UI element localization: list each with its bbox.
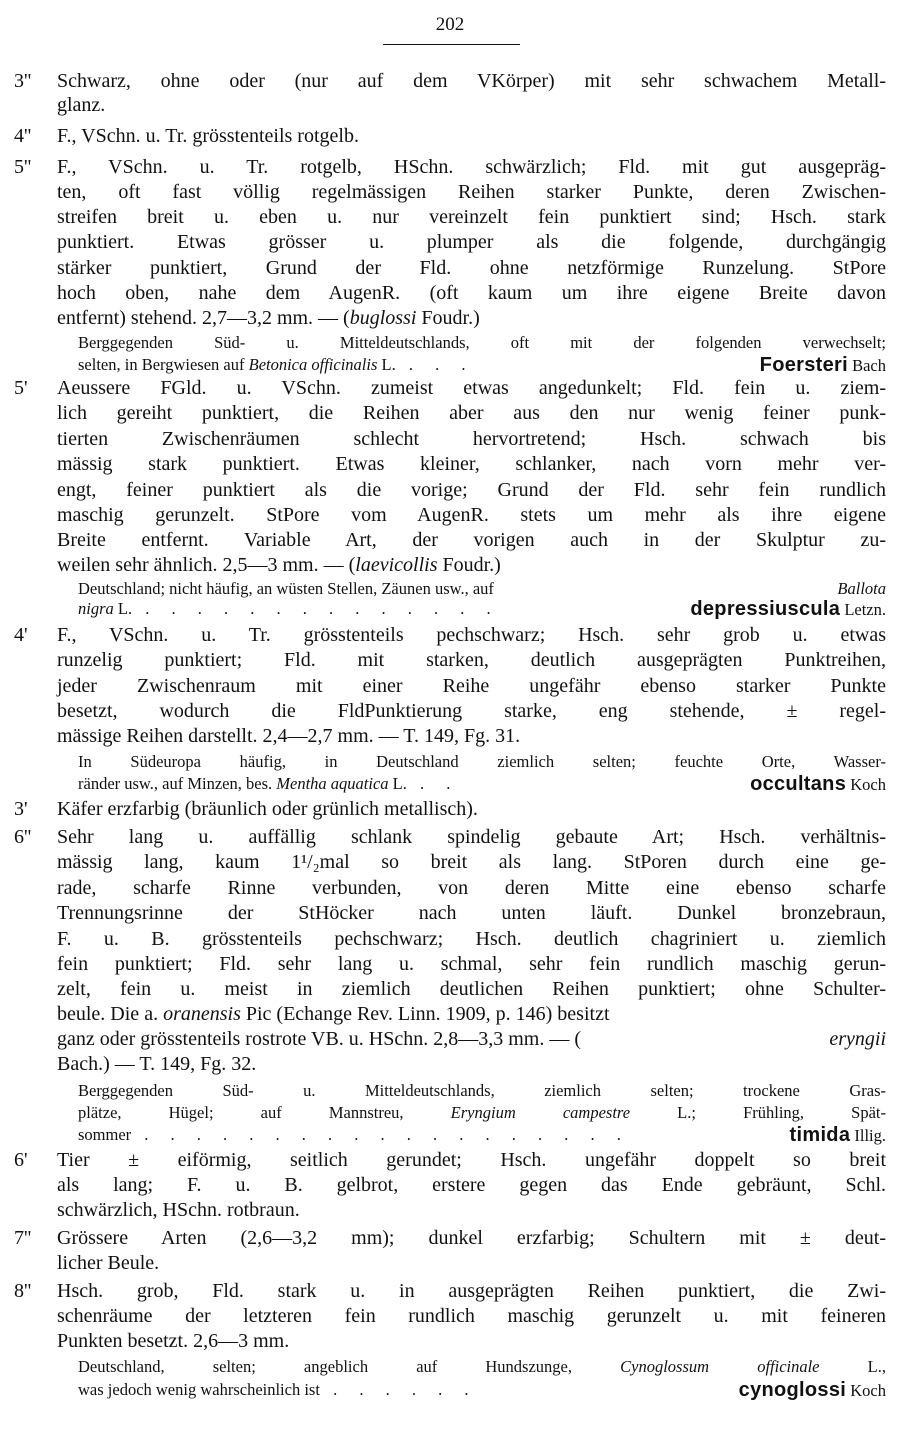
couplet-key: 8'' [14, 1280, 32, 1302]
couplet-5-d-line-6: maschig gerunzelt. StPore vom AugenR. stets um mehr als ihre eigene [57, 504, 886, 526]
distribution-line: Deutschland, selten; angeblich auf Hundszunge, Cynoglossum officinale L., [78, 1357, 886, 1376]
distribution-line-species: was jedoch wenig wahrscheinlich ist . . . . . . cynoglossi Koch [78, 1379, 886, 1401]
distribution-line-species: ränder usw., auf Minzen, bes. Mentha aquatica L. . . occultans Koch [78, 773, 886, 795]
couplet-4-dd-line-1: 4'' F., VSchn. u. Tr. grösstenteils rotgelb. [14, 125, 359, 147]
couplet-4-d-line-3: jeder Zwischenraum mit einer Reihe ungefähr ebenso starker Punkte [57, 675, 886, 697]
couplet-5-d-line-8: weilen sehr ähnlich. 2,5—3 mm. — (laevicollis Foudr.) [57, 554, 501, 576]
couplet-4-d-line-2: runzelig punktiert; Fld. mit starken, deutlich ausgeprägten Punktreihen, [57, 649, 886, 671]
species-title: depressiuscula [690, 598, 841, 620]
species-author: Koch [850, 1381, 886, 1400]
couplet-6-d-line-2: als lang; F. u. B. gelbrot, erstere gegen das Ende gebräunt, Schl. [57, 1174, 886, 1196]
couplet-6-dd-line-4: Trennungsrinne der StHöcker nach unten läuft. Dunkel bronzebraun, [57, 902, 886, 924]
couplet-key: 6'' [14, 826, 32, 848]
species-title: cynoglossi [738, 1379, 847, 1401]
couplet-key: 5' [14, 377, 28, 399]
couplet-5-dd-line-6: hoch oben, nahe dem AugenR. (oft kaum um ihre eigene Breite davon [57, 282, 886, 304]
species-author: Bach [852, 356, 886, 375]
couplet-5-d-line-7: Breite entfernt. Variable Art, der vorigen auch in der Skulptur zu- [57, 529, 886, 551]
couplet-5-d-line-3: tierten Zwischenräumen schlecht hervortretend; Hsch. schwach bis [57, 428, 886, 450]
couplet-5-dd-line-3: streifen breit u. eben u. nur vereinzelt fein punktiert sind; Hsch. stark [57, 206, 886, 228]
couplet-7-dd-line-1: 7'' Grössere Arten (2,6—3,2 mm); dunkel erzfarbig; Schultern mit ± deut- [14, 1227, 886, 1249]
distribution-line: In Südeuropa häufig, in Deutschland ziemlich selten; feuchte Orte, Wasser- [78, 752, 886, 771]
distribution-line: Deutschland; nicht häufig, an wüsten Stellen, Zäunen usw., auf Ballota [78, 579, 886, 598]
couplet-key: 3' [14, 798, 28, 820]
couplet-8-dd-line-1: 8'' Hsch. grob, Fld. stark u. in ausgeprägten Reihen punktiert, die Zwi- [14, 1280, 886, 1302]
couplet-6-dd-line-7: zelt, fein u. meist in ziemlich deutlichen Reihen punktiert; ohne Schulter- [57, 978, 886, 1000]
couplet-5-dd-line-5: stärker punktiert, Grund der Fld. ohne netzförmige Runzelung. StPore [57, 257, 886, 279]
couplet-6-d-line-1: 6' Tier ± eiförmig, seitlich gerundet; Hsch. ungefähr doppelt so breit [14, 1149, 886, 1171]
couplet-6-dd-line-9: ganz oder grösstenteils rostrote VB. u. HSchn. 2,8—3,3 mm. — ( eryngii [57, 1028, 886, 1050]
couplet-5-dd-line-7: entfernt) stehend. 2,7—3,2 mm. — (buglossi Foudr.) [57, 307, 480, 329]
distribution-line: Berggegenden Süd- u. Mitteldeutschlands, oft mit der folgenden verwechselt; [78, 333, 886, 352]
couplet-8-dd-line-3: Punkten besetzt. 2,6—3 mm. [57, 1330, 290, 1352]
couplet-6-dd-line-1: 6'' Sehr lang u. auffällig schlank spindelig gebaute Art; Hsch. verhältnis- [14, 826, 886, 848]
species-author: Illig. [854, 1126, 886, 1145]
couplet-4-d-line-1: 4' F., VSchn. u. Tr. grösstenteils pechschwarz; Hsch. sehr grob u. etwas [14, 624, 886, 646]
couplet-5-dd-line-4: punktiert. Etwas grösser u. plumper als die folgende, durchgängig [57, 231, 886, 253]
distribution-line-species: sommer . . . . . . . . . . . . . . . . . . . timida Illig. [78, 1124, 886, 1146]
couplet-5-d-line-2: lich gereiht punktiert, die Reihen aber aus den nur wenig feiner punk- [57, 402, 886, 424]
couplet-5-d-line-5: engt, feiner punktiert als die vorige; Grund der Fld. sehr fein rundlich [57, 479, 886, 501]
distribution-line-2: plätze, Hügel; auf Mannstreu, Eryngium campestre L.; Frühling, Spät- [78, 1103, 886, 1122]
species-name: buglossi [349, 307, 417, 329]
couplet-key: 5'' [14, 156, 32, 178]
species-name: oranensis [163, 1003, 241, 1025]
couplet-key: 4' [14, 624, 28, 646]
page-number: 202 [435, 14, 465, 35]
couplet-key: 6' [14, 1149, 28, 1171]
couplet-4-d-line-4: besetzt, wodurch die FldPunktierung starke, eng stehende, ± regel- [57, 700, 886, 722]
distribution-line: Berggegenden Süd- u. Mitteldeutschlands, ziemlich selten; trockene Gras- [78, 1081, 886, 1100]
species-name: eryngii [829, 1028, 886, 1050]
couplet-5-dd-line-2: ten, oft fast völlig regelmässigen Reihen starker Punkte, deren Zwischen- [57, 181, 886, 203]
couplet-key: 4'' [14, 125, 32, 147]
couplet-6-dd-line-3: rade, scharfe Rinne verbunden, von deren Mitte eine ebenso scharfe [57, 877, 886, 899]
couplet-5-dd-line-1: 5'' F., VSchn. u. Tr. rotgelb, HSchn. schwärzlich; Fld. mit gut ausgepräg- [14, 156, 886, 178]
distribution-line-species: selten, in Bergwiesen auf Betonica officinalis L. . . . Foersteri Bach [78, 354, 886, 376]
species-title: occultans [750, 773, 847, 795]
couplet-key: 7'' [14, 1227, 32, 1249]
couplet-6-d-line-3: schwärzlich, HSchn. rotbraun. [57, 1199, 300, 1221]
couplet-6-dd-line-8: beule. Die a. oranensis Pic (Echange Rev. Linn. 1909, p. 146) besitzt [57, 1003, 610, 1025]
species-name: laevicollis [355, 554, 438, 576]
couplet-5-d-line-4: mässig stark punktiert. Etwas kleiner, schlanker, nach vorn mehr ver- [57, 453, 886, 475]
couplet-3-d-line-1: 3' Käfer erzfarbig (bräunlich oder grünlich metallisch). [14, 798, 478, 820]
couplet-5-d-line-1: 5' Aeussere FGld. u. VSchn. zumeist etwas angedunkelt; Fld. fein u. ziem- [14, 377, 886, 399]
couplet-3-dd-line-2: glanz. [57, 94, 106, 116]
couplet-7-dd-line-2: licher Beule. [57, 1252, 160, 1274]
distribution-line-species: nigra L. . . . . . . . . . . . . . . depressiuscula Letzn. [78, 598, 886, 620]
couplet-key: 3'' [14, 70, 32, 92]
couplet-6-dd-line-6: fein punktiert; Fld. sehr lang u. schmal, sehr fein rundlich maschig gerun- [57, 953, 886, 975]
species-title: timida [789, 1124, 851, 1146]
species-title: Foersteri [759, 354, 848, 376]
couplet-6-dd-line-2: mässig lang, kaum 1¹/₂mal so breit als lang. StPoren durch eine ge- [57, 851, 886, 873]
species-author: Koch [850, 775, 886, 794]
couplet-4-d-line-5: mässige Reihen darstellt. 2,4—2,7 mm. — T. 149, Fg. 31. [57, 725, 521, 747]
header-rule [383, 44, 520, 45]
couplet-6-dd-line-10: Bach.) — T. 149, Fg. 32. [57, 1053, 257, 1075]
couplet-3-dd-line-1: 3'' Schwarz, ohne oder (nur auf dem VKörper) mit sehr schwachem Metall- [14, 70, 886, 92]
species-author: Letzn. [844, 600, 886, 619]
couplet-8-dd-line-2: schenräume der letzteren fein rundlich maschig gerunzelt u. mit feineren [57, 1305, 886, 1327]
couplet-6-dd-line-5: F. u. B. grösstenteils pechschwarz; Hsch. deutlich chagriniert u. ziemlich [57, 928, 886, 950]
